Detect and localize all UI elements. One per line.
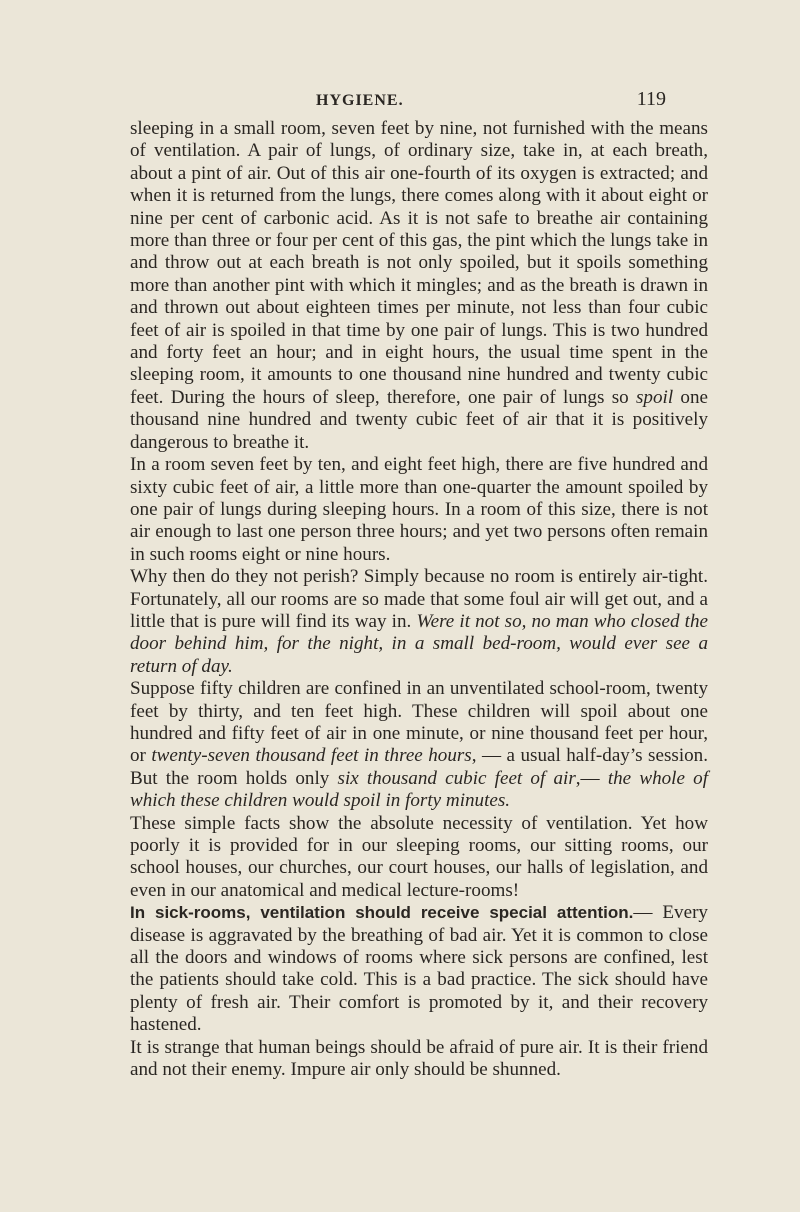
italic-text: six thousand cubic feet of air bbox=[337, 767, 576, 789]
paragraph bbox=[130, 678, 708, 812]
page-header bbox=[312, 86, 668, 116]
paragraph bbox=[130, 454, 708, 566]
text-run: sleeping in a small room, seven feet by nine, not furnished with the means of ventilation. A pair of lungs, of ordinary size, take in, at each breath, about a pint of air. Out of this air one-fourth of its oxygen is extracted; and when it is returned from the lungs, there comes along with it about eight or nine per cent of carbonic acid. As it is not safe to breathe air containing more than three or four per cent of this gas, the pint which the lungs take in and throw out at each breath is not only spoiled, but it spoils something more than another pint with which it mingles; and as the breath is drawn in and thrown out about eighteen times per minute, not less than four cubic feet of air is spoiled in that time by one pair of lungs. This is two hundred and forty feet an hour; and in eight hours, the usual time spent in the sleeping room, it amounts to one thousand nine hundred and twenty cubic feet. During the hours of sleep, therefore, one pair of lungs so bbox=[130, 118, 708, 408]
paragraph bbox=[130, 118, 708, 454]
paragraph bbox=[130, 813, 708, 903]
paragraph bbox=[130, 566, 708, 678]
text-run: — Every disease is aggravated by the breathing of bad air. Yet it is common to close all the doors and windows of rooms where sick persons are confined, lest the patients should take cold. This is a bad practice. The sick should have plenty of fresh air. Their comfort is promoted by it, and their recovery hastened. bbox=[130, 902, 708, 1036]
italic-text: spoil bbox=[635, 386, 674, 408]
italic-text: the whole of which these children would spoil in forty minutes. bbox=[130, 767, 709, 812]
text-run: one thousand nine hundred and twenty cubic feet of air that it is positively dangerous to breathe it. bbox=[130, 386, 708, 453]
section-run-in-heading: In sick-rooms, ventilation should receive special attention. bbox=[130, 903, 634, 923]
paragraph bbox=[130, 902, 708, 1036]
text-run: Suppose fifty children are confined in an unventilated school-room, twenty feet by thirty, and ten feet high. These children will spoil about one hundred and fifty feet of air in one minute, or nine thousand feet per hour, or bbox=[130, 678, 708, 767]
text-run: ,— bbox=[575, 767, 608, 789]
italic-text: Were it not so, no man who closed the door behind him, for the night, in a small bed-room, would ever see a return of day. bbox=[130, 610, 708, 677]
text-run: It is strange that human beings should be afraid of pure air. It is their friend and not their enemy. Impure air only should be shunned. bbox=[130, 1036, 708, 1081]
running-head: HYGIENE. bbox=[316, 92, 404, 109]
text-run: , — a usual half-day’s session. But the room holds only bbox=[130, 745, 708, 789]
body-text bbox=[130, 118, 708, 1081]
page-number: 119 bbox=[636, 88, 666, 110]
text-run: In a room seven feet by ten, and eight feet high, there are five hundred and sixty cubic feet of air, a little more than one-quarter the amount spoiled by one pair of lungs during sleeping hours. In a room of this size, there is not air enough to last one person three hours; and yet two persons often remain in such rooms eight or nine hours. bbox=[130, 454, 708, 565]
text-run: Why then do they not perish? Simply because no room is entirely air-tight. Fortunately, all our rooms are so made that some foul air will get out, and a little that is pure will find its way in. bbox=[130, 566, 708, 632]
text-run: These simple facts show the absolute necessity of ventilation. Yet how poorly it is provided for in our sleeping rooms, our sitting rooms, our school houses, our churches, our court houses, our halls of legislation, and even in our anatomical and medical lecture-rooms! bbox=[130, 812, 708, 901]
paragraph bbox=[130, 1037, 708, 1082]
italic-text: twenty-seven thousand feet in three hours bbox=[151, 745, 472, 767]
